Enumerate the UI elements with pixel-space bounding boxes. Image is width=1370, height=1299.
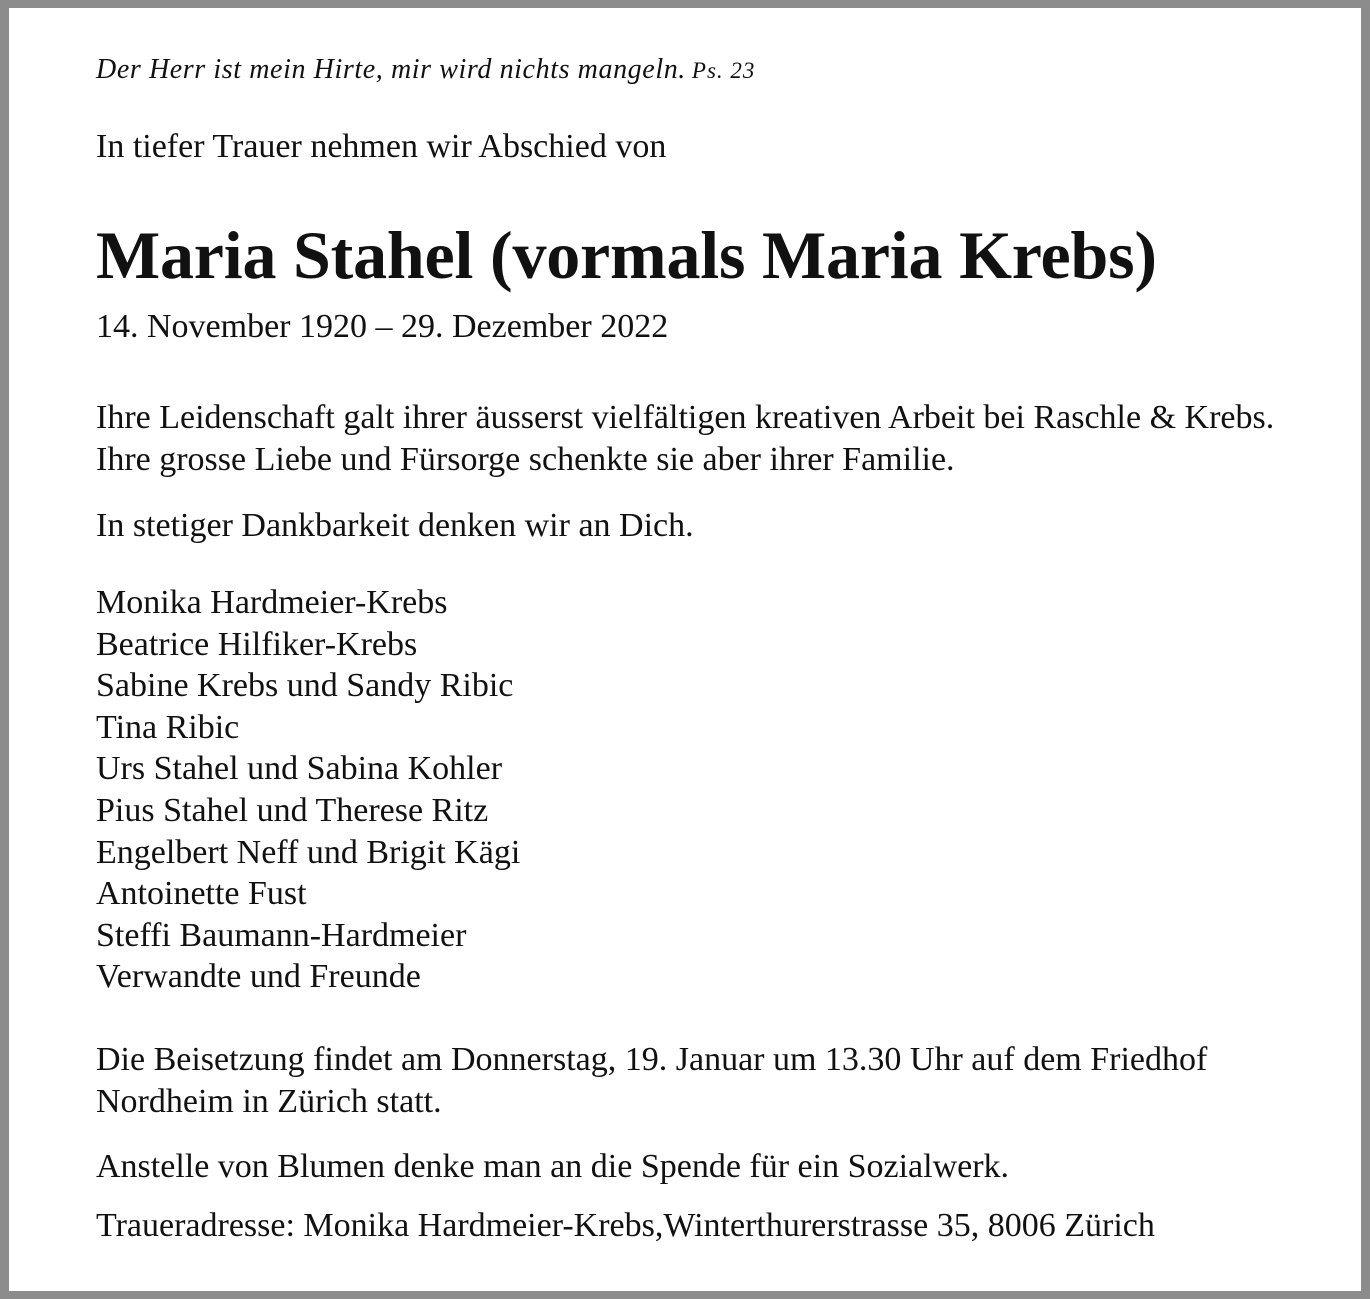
intro-line: In tiefer Trauer nehmen wir Abschied von	[96, 128, 667, 165]
psalm-reference: Ps. 23	[691, 58, 756, 83]
mourner-item: Verwandte und Freunde	[96, 958, 421, 996]
passion-paragraph: Ihre Leidenschaft galt ihrer äusserst vielfältigen kreativen Arbeit bei Raschle & Krebs. Ihre grosse Liebe und Fürsorge schenkte sie aber ihrer Familie.	[96, 399, 1275, 478]
donation-paragraph: Anstelle von Blumen denke man an die Spende für ein Sozialwerk.	[96, 1148, 1010, 1185]
funeral-service-paragraph: Die Beisetzung findet am Donnerstag, 19. Januar um 13.30 Uhr auf dem Friedhof Nordheim in Zürich statt.	[96, 1041, 1208, 1120]
deceased-name: Maria Stahel (vormals Maria Krebs)	[96, 217, 1157, 293]
mourner-item: Monika Hardmeier-Krebs	[96, 584, 448, 621]
mourners-list	[96, 582, 520, 998]
psalm-quote	[96, 54, 755, 86]
mourner-item: Tina Ribic	[96, 708, 240, 746]
mourner-item: Beatrice Hilfiker-Krebs	[96, 625, 418, 663]
gratitude-paragraph: In stetiger Dankbarkeit denken wir an Dich.	[96, 507, 694, 544]
mourner-item: Antoinette Fust	[96, 875, 307, 913]
mourner-item: Engelbert Neff und Brigit Kägi	[96, 833, 521, 871]
psalm-text: Der Herr ist mein Hirte, mir wird nichts mangeln.	[96, 54, 686, 85]
mourner-item: Sabine Krebs und Sandy Ribic	[96, 667, 514, 705]
mourner-item: Pius Stahel und Therese Ritz	[96, 791, 489, 829]
mourner-item: Urs Stahel und Sabina Kohler	[96, 750, 503, 788]
mourning-address: Traueradresse: Monika Hardmeier-Krebs,Winterthurerstrasse 35, 8006 Zürich	[96, 1207, 1155, 1244]
life-dates: 14. November 1920 – 29. Dezember 2022	[96, 308, 669, 345]
mourner-item: Steffi Baumann-Hardmeier	[96, 916, 467, 954]
